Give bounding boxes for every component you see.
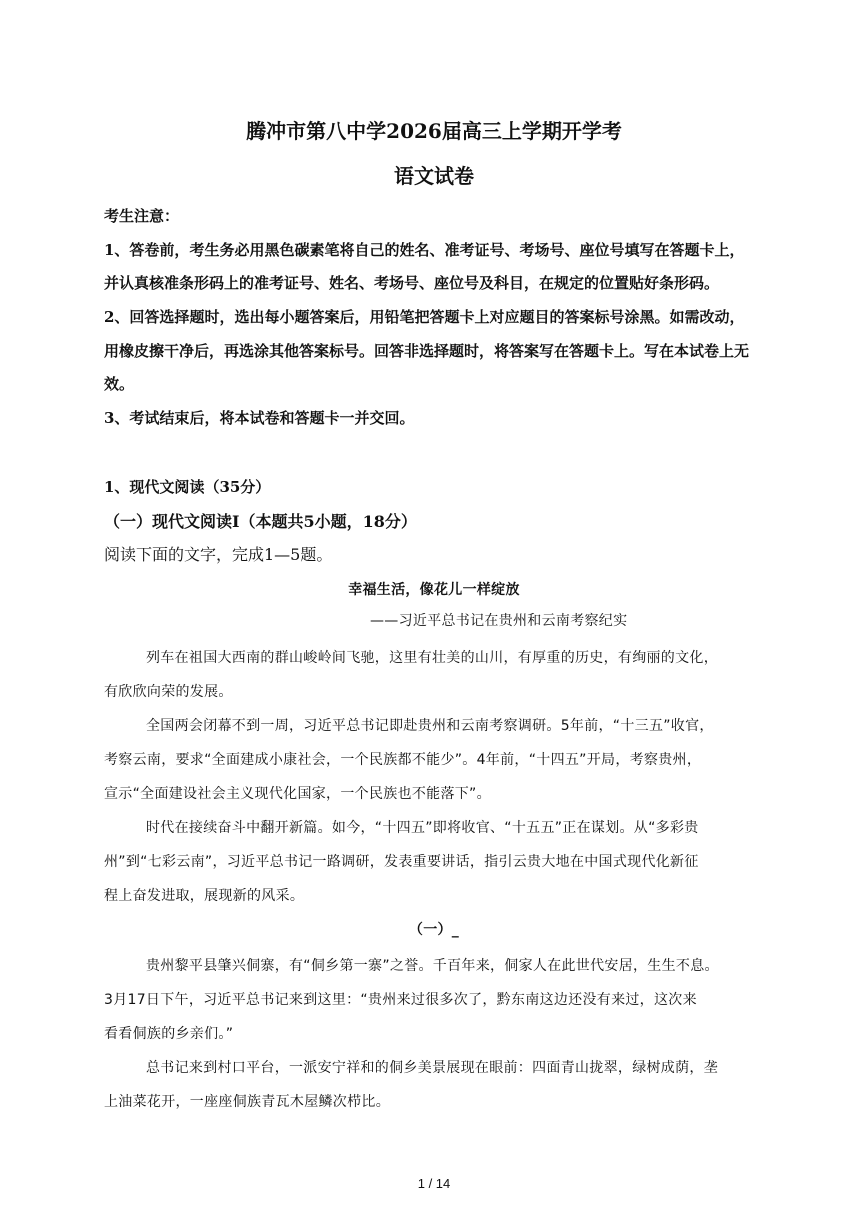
exam-title: 腾冲市第八中学2026届高三上学期开学考 [246, 119, 622, 143]
notice-line: 1、答卷前，考生务必用黑色碳素笔将自己的姓名、准考证号、考场号、座位号填写在答题卡上， [104, 241, 745, 259]
article-title: 幸福生活，像花儿一样绽放 [348, 582, 520, 598]
exam-subtitle: 语文试卷 [394, 164, 474, 188]
article-subtitle: ——习近平总书记在贵州和云南考察纪实 [370, 613, 628, 629]
article-line: 考察云南，要求“全面建成小康社会，一个民族都不能少”。4年前，“十四五”开局，考察贵州， [104, 752, 702, 768]
article-line: 贵州黎平县肇兴侗寨，有“侗乡第一寨”之誉。千百年来，侗家人在此世代安居，生生不息。 [146, 958, 719, 974]
notice-heading: 考生注意： [104, 207, 180, 225]
article-line: 列车在祖国大西南的群山峻岭间飞驰，这里有壮美的山川，有厚重的历史，有绚丽的文化， [146, 650, 718, 666]
notice-line: 3、考试结束后，将本试卷和答题卡一并交回。 [104, 409, 415, 427]
article-line: 程上奋发进取，展现新的风采。 [104, 888, 305, 904]
article-part-heading: （一）_ [408, 922, 460, 938]
notice-line: 效。 [104, 375, 135, 393]
article-line: 总书记来到村口平台，一派安宁祥和的侗乡美景展现在眼前：四面青山拢翠，绿树成荫，垄 [146, 1060, 718, 1076]
article-line: 州”到“七彩云南”，习近平总书记一路调研，发表重要讲话，指引云贵大地在中国式现代化新征 [104, 854, 699, 870]
notice-line: 用橡皮擦干净后，再选涂其他答案标号。回答非选择题时，将答案写在答题卡上。写在本试卷上无 [104, 342, 750, 360]
notice-line: 2、回答选择题时，选出每小题答案后，用铅笔把答题卡上对应题目的答案标号涂黑。如需改动， [104, 308, 745, 326]
article-line: 看看侗族的乡亲们。” [104, 1026, 234, 1042]
section-sub-heading: （一）现代文阅读I（本题共5小题，18分） [104, 512, 417, 531]
section-instruction: 阅读下面的文字，完成1—5题。 [104, 545, 333, 564]
page-number: 1 / 14 [417, 1176, 451, 1191]
article-line: 宣示“全面建设社会主义现代化国家，一个民族也不能落下”。 [104, 786, 491, 802]
article-line: 3月17日下午，习近平总书记来到这里：“贵州来过很多次了，黔东南这边还没有来过，这次来 [104, 992, 697, 1008]
notice-line: 并认真核准条形码上的准考证号、姓名、考场号、座位号及科目，在规定的位置贴好条形码。 [104, 274, 720, 292]
article-line: 全国两会闭幕不到一周，习近平总书记即赴贵州和云南考察调研。5年前，“十三五”收官， [146, 718, 714, 734]
article-line: 上油菜花开，一座座侗族青瓦木屋鳞次栉比。 [104, 1094, 390, 1110]
section-heading: 1、现代文阅读（35分） [104, 478, 271, 496]
article-line: 时代在接续奋斗中翻开新篇。如今，“十四五”即将收官、“十五五”正在谋划。从“多彩贵 [146, 820, 699, 836]
article-line: 有欣欣向荣的发展。 [104, 684, 233, 700]
